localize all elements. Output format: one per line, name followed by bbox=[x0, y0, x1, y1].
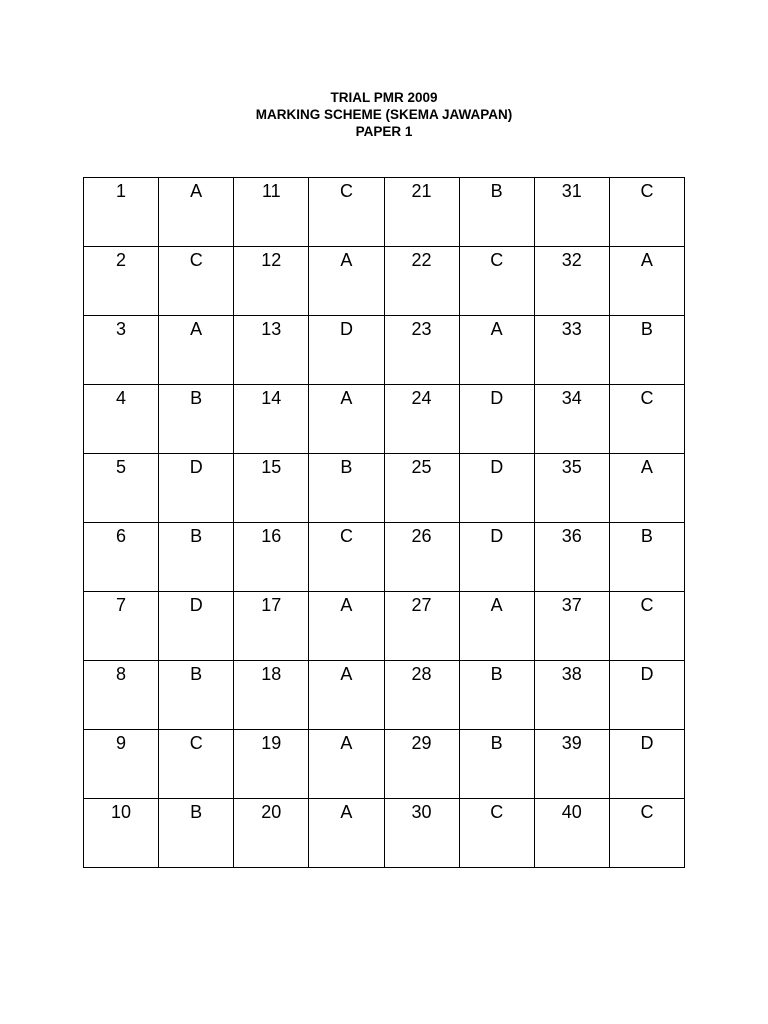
answer-cell: A bbox=[159, 178, 234, 247]
question-number-cell: 38 bbox=[534, 661, 609, 730]
table-row bbox=[84, 385, 685, 454]
table-row bbox=[84, 316, 685, 385]
answer-cell: B bbox=[159, 661, 234, 730]
answer-cell: D bbox=[459, 454, 534, 523]
table-row bbox=[84, 523, 685, 592]
answer-cell: B bbox=[459, 661, 534, 730]
answer-cell: B bbox=[159, 523, 234, 592]
question-number-cell: 9 bbox=[84, 730, 159, 799]
answer-cell: B bbox=[459, 178, 534, 247]
answer-cell: D bbox=[609, 661, 684, 730]
answer-cell: A bbox=[609, 454, 684, 523]
question-number-cell: 8 bbox=[84, 661, 159, 730]
question-number-cell: 19 bbox=[234, 730, 309, 799]
document-title: TRIAL PMR 2009 bbox=[330, 90, 438, 105]
answer-cell: C bbox=[459, 247, 534, 316]
answer-table bbox=[83, 177, 685, 868]
question-number-cell: 6 bbox=[84, 523, 159, 592]
question-number-cell: 23 bbox=[384, 316, 459, 385]
question-number-cell: 27 bbox=[384, 592, 459, 661]
table-row bbox=[84, 730, 685, 799]
question-number-cell: 40 bbox=[534, 799, 609, 868]
answer-cell: C bbox=[159, 247, 234, 316]
answer-cell: D bbox=[459, 523, 534, 592]
answer-cell: A bbox=[609, 247, 684, 316]
question-number-cell: 34 bbox=[534, 385, 609, 454]
table-row bbox=[84, 247, 685, 316]
question-number-cell: 15 bbox=[234, 454, 309, 523]
question-number-cell: 29 bbox=[384, 730, 459, 799]
question-number-cell: 18 bbox=[234, 661, 309, 730]
answer-cell: A bbox=[309, 592, 384, 661]
question-number-cell: 22 bbox=[384, 247, 459, 316]
question-number-cell: 32 bbox=[534, 247, 609, 316]
answer-cell: D bbox=[159, 592, 234, 661]
answer-cell: C bbox=[309, 178, 384, 247]
table-row bbox=[84, 592, 685, 661]
answer-cell: B bbox=[459, 730, 534, 799]
table-row bbox=[84, 454, 685, 523]
question-number-cell: 3 bbox=[84, 316, 159, 385]
document-subtitle: MARKING SCHEME (SKEMA JAWAPAN) bbox=[255, 107, 513, 122]
answer-cell: C bbox=[159, 730, 234, 799]
answer-table-body bbox=[84, 178, 685, 868]
question-number-cell: 30 bbox=[384, 799, 459, 868]
answer-cell: A bbox=[459, 592, 534, 661]
answer-cell: C bbox=[309, 523, 384, 592]
question-number-cell: 5 bbox=[84, 454, 159, 523]
question-number-cell: 25 bbox=[384, 454, 459, 523]
answer-cell: D bbox=[309, 316, 384, 385]
question-number-cell: 26 bbox=[384, 523, 459, 592]
question-number-cell: 7 bbox=[84, 592, 159, 661]
question-number-cell: 17 bbox=[234, 592, 309, 661]
answer-cell: D bbox=[459, 385, 534, 454]
question-number-cell: 14 bbox=[234, 385, 309, 454]
question-number-cell: 12 bbox=[234, 247, 309, 316]
answer-cell: B bbox=[609, 523, 684, 592]
table-row bbox=[84, 178, 685, 247]
question-number-cell: 20 bbox=[234, 799, 309, 868]
question-number-cell: 33 bbox=[534, 316, 609, 385]
question-number-cell: 16 bbox=[234, 523, 309, 592]
answer-cell: D bbox=[159, 454, 234, 523]
question-number-cell: 1 bbox=[84, 178, 159, 247]
question-number-cell: 39 bbox=[534, 730, 609, 799]
answer-cell: A bbox=[309, 730, 384, 799]
question-number-cell: 35 bbox=[534, 454, 609, 523]
answer-cell: C bbox=[609, 592, 684, 661]
document-header bbox=[0, 89, 768, 140]
answer-cell: A bbox=[309, 661, 384, 730]
table-row bbox=[84, 661, 685, 730]
question-number-cell: 37 bbox=[534, 592, 609, 661]
question-number-cell: 21 bbox=[384, 178, 459, 247]
answer-cell: C bbox=[459, 799, 534, 868]
question-number-cell: 11 bbox=[234, 178, 309, 247]
question-number-cell: 13 bbox=[234, 316, 309, 385]
answer-cell: B bbox=[159, 385, 234, 454]
answer-cell: A bbox=[309, 247, 384, 316]
question-number-cell: 36 bbox=[534, 523, 609, 592]
answer-cell: C bbox=[609, 385, 684, 454]
answer-cell: A bbox=[159, 316, 234, 385]
question-number-cell: 2 bbox=[84, 247, 159, 316]
answer-cell: C bbox=[609, 178, 684, 247]
question-number-cell: 24 bbox=[384, 385, 459, 454]
paper-label: PAPER 1 bbox=[355, 124, 413, 139]
answer-cell: A bbox=[309, 385, 384, 454]
answer-cell: D bbox=[609, 730, 684, 799]
answer-cell: B bbox=[609, 316, 684, 385]
answer-cell: A bbox=[459, 316, 534, 385]
question-number-cell: 10 bbox=[84, 799, 159, 868]
question-number-cell: 4 bbox=[84, 385, 159, 454]
answer-cell: B bbox=[309, 454, 384, 523]
answer-cell: B bbox=[159, 799, 234, 868]
answer-cell: A bbox=[309, 799, 384, 868]
answer-cell: C bbox=[609, 799, 684, 868]
question-number-cell: 31 bbox=[534, 178, 609, 247]
table-row bbox=[84, 799, 685, 868]
question-number-cell: 28 bbox=[384, 661, 459, 730]
